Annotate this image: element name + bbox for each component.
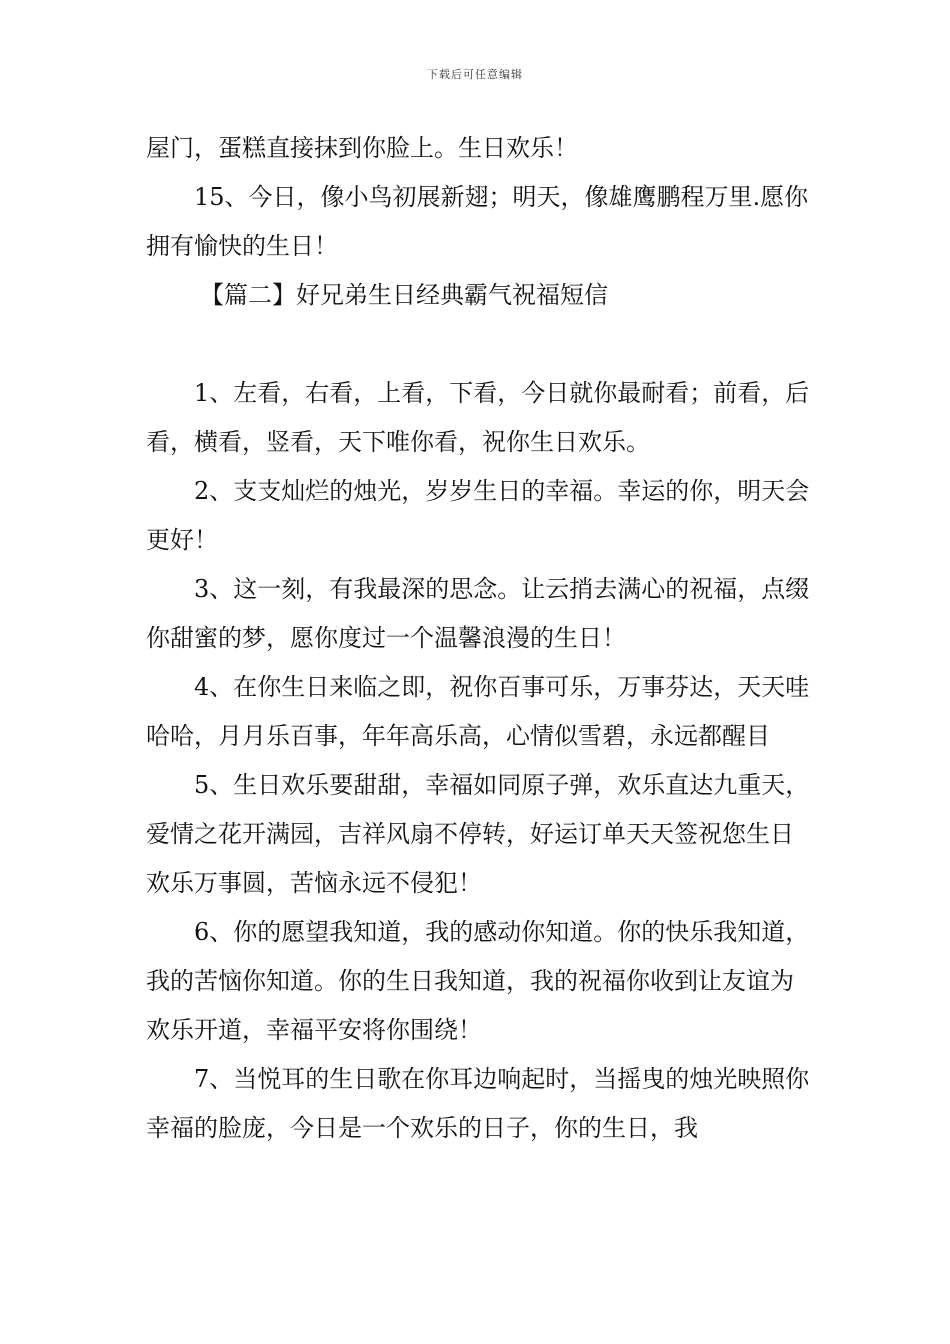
paragraph-item-15: 15、今日，像小鸟初展新翅；明天，像雄鹰鹏程万里.愿你拥有愉快的生日！: [146, 183, 809, 260]
paragraph-item-4: 4、在你生日来临之即，祝你百事可乐，万事芬达，天天哇哈哈，月月乐百事，年年高乐高，心情似雪碧，永远都醒目: [146, 673, 810, 750]
paragraph-item-6: 6、你的愿望我知道，我的感动你知道。你的快乐我知道，我的苦恼你知道。你的生日我知道，我的祝福你收到让友谊为欢乐开道，幸福平安将你围绕！: [146, 918, 810, 1044]
document-body: [146, 124, 810, 1153]
paragraph-continued: 屋门，蛋糕直接抹到你脸上。生日欢乐！: [146, 134, 578, 162]
paragraph-item-7: 7、当悦耳的生日歌在你耳边响起时，当摇曳的烛光映照你幸福的脸庞，今日是一个欢乐的日子，你的生日，我: [146, 1065, 810, 1142]
paragraph-item-2: 2、支支灿烂的烛光，岁岁生日的幸福。幸运的你，明天会更好！: [146, 477, 810, 554]
section-title: 【篇二】好兄弟生日经典霸气祝福短信: [200, 281, 608, 309]
paragraph-item-1: 1、左看，右看，上看，下看，今日就你最耐看；前看，后看，横看，竖看，天下唯你看，祝你生日欢乐。: [146, 379, 810, 456]
paragraph-item-5: 5、生日欢乐要甜甜，幸福如同原子弹，欢乐直达九重天，爱情之花开满园，吉祥风扇不停转，好运订单天天签祝您生日欢乐万事圆，苦恼永远不侵犯！: [146, 771, 810, 897]
page-header-note: 下载后可任意编辑: [427, 68, 523, 81]
blank-line: [146, 320, 810, 369]
paragraph-item-3: 3、这一刻，有我最深的思念。让云捎去满心的祝福，点缀你甜蜜的梦，愿你度过一个温馨浪漫的生日！: [146, 575, 810, 652]
